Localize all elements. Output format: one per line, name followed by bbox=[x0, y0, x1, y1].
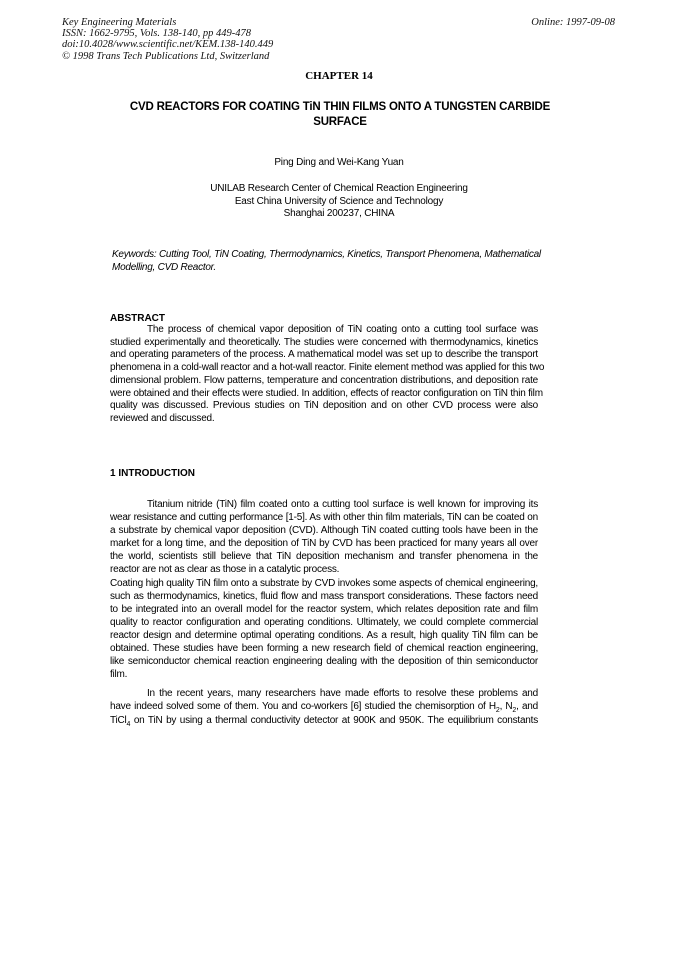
title-line-1: CVD REACTORS FOR COATING TiN THIN FILMS ONTO A TUNGSTEN CARBIDE bbox=[129, 101, 551, 113]
authors: Ping Ding and Wei-Kang Yuan bbox=[274, 157, 404, 168]
intro-line bbox=[110, 714, 538, 727]
intro-line: market for a long time, and the deposition of TiN by CVD has been practiced for many years all over bbox=[110, 538, 538, 550]
abstract-body bbox=[110, 324, 545, 426]
journal-metadata bbox=[62, 17, 273, 62]
doi-link[interactable]: doi:10.4028/www.scientific.net/KEM.138-140.449 bbox=[62, 39, 274, 51]
affiliation-line-2: East China University of Science and Technology bbox=[234, 195, 444, 207]
issn-line: ISSN: 1662-9795, Vols. 138-140, pp 449-478 bbox=[62, 28, 251, 40]
intro-line: quality to reactor configuration and operating conditions. Ultimately, we could complete commercial bbox=[110, 616, 538, 628]
intro-line: Coating high quality TiN film onto a substrate by CVD invokes some aspects of chemical engineering, bbox=[110, 577, 538, 589]
keywords-line-2: Modelling, CVD Reactor. bbox=[112, 261, 216, 273]
online-date: Online: 1997-09-08 bbox=[531, 17, 615, 28]
subscript: 2 bbox=[495, 707, 500, 715]
intro-line: In the recent years, many researchers have made efforts to resolve these problems and bbox=[147, 688, 538, 700]
intro-text: have indeed solved some of them. You and co-workers [6] studied the chemisorption of H bbox=[110, 701, 496, 713]
subscript: 2 bbox=[512, 707, 517, 715]
intro-line: reactor design and determine optimal operating conditions. As a result, high quality TiN film can be bbox=[110, 629, 538, 641]
chapter-label: CHAPTER 14 bbox=[305, 70, 373, 82]
intro-line: Titanium nitride (TiN) film coated onto a cutting tool surface is well known for improving its bbox=[147, 499, 538, 510]
intro-line: like semiconductor chemical reaction engineering dealing with the deposition of thin semiconductor bbox=[110, 656, 538, 668]
affiliation-line-1: UNILAB Research Center of Chemical Reaction Engineering bbox=[210, 183, 468, 194]
intro-line: wear resistance and cutting performance [1-5]. As with other thin film materials, TiN can be coated on bbox=[110, 512, 538, 524]
abstract-line: phenomena in a cold-wall reactor and a hot-wall reactor. Finite element method was applied for this two bbox=[110, 362, 545, 374]
title-line-2: SURFACE bbox=[313, 116, 367, 128]
abstract-line: The process of chemical vapor deposition of TiN coating onto a cutting tool surface was bbox=[147, 324, 538, 335]
introduction-body bbox=[110, 498, 538, 727]
intro-text: TiCl bbox=[110, 714, 127, 726]
intro-line: reactor are not as clear as those in a catalytic process. bbox=[110, 564, 340, 576]
abstract-heading: ABSTRACT bbox=[110, 313, 165, 324]
keywords-line-1: Keywords: Cutting Tool, TiN Coating, Thermodynamics, Kinetics, Transport Phenomena, Mathematical bbox=[112, 249, 541, 260]
intro-text: on TiN by using a thermal conductivity detector at 900K and 950K. The equilibrium constants bbox=[130, 714, 538, 726]
subscript: 4 bbox=[126, 720, 131, 728]
journal-name: Key Engineering Materials bbox=[62, 17, 177, 28]
intro-line: obtained. These studies have been forming a new research field of chemical reaction engineering, bbox=[110, 643, 538, 655]
intro-line: a substrate by chemical vapor deposition (CVD). Although TiN coated cutting tools have been in the bbox=[110, 525, 538, 537]
abstract-line: and operating parameters of the process. A mathematical model was set up to describe the transport bbox=[110, 349, 538, 361]
introduction-heading: 1 INTRODUCTION bbox=[110, 468, 195, 479]
intro-text: , and bbox=[516, 701, 538, 713]
abstract-line: studied experimentally and theoretically. The studies were concerned with thermodynamics, kinetics bbox=[110, 336, 538, 348]
intro-line: such as thermodynamics, kinetics, fluid flow and mass transport considerations. These factors need bbox=[110, 590, 538, 602]
abstract-line: quality was discussed. Previous studies on TiN deposition and on other CVD process were also bbox=[110, 400, 538, 412]
intro-line: to be integrated into an overall model for the reactor system, which relates deposition rate and film bbox=[110, 603, 538, 615]
intro-text: , N bbox=[499, 701, 513, 713]
affiliation bbox=[0, 183, 678, 221]
affiliation-line-3: Shanghai 200237, CHINA bbox=[283, 208, 395, 220]
intro-line bbox=[110, 700, 538, 713]
keywords bbox=[112, 249, 542, 274]
abstract-line: dimensional problem. Flow patterns, temperature and concentration distributions, and deposition rate bbox=[110, 374, 538, 386]
abstract-line: reviewed and discussed. bbox=[110, 412, 215, 424]
copyright-line: © 1998 Trans Tech Publications Ltd, Switzerland bbox=[62, 50, 270, 62]
intro-line: film. bbox=[110, 669, 128, 681]
abstract-line: were obtained and their effects were studied. In addition, effects of reactor configuration on TiN thin film bbox=[110, 387, 543, 399]
paper-title bbox=[110, 100, 570, 130]
intro-line: the world, scientists still believe that TiN deposition mechanism and transfer phenomena in the bbox=[110, 551, 538, 563]
